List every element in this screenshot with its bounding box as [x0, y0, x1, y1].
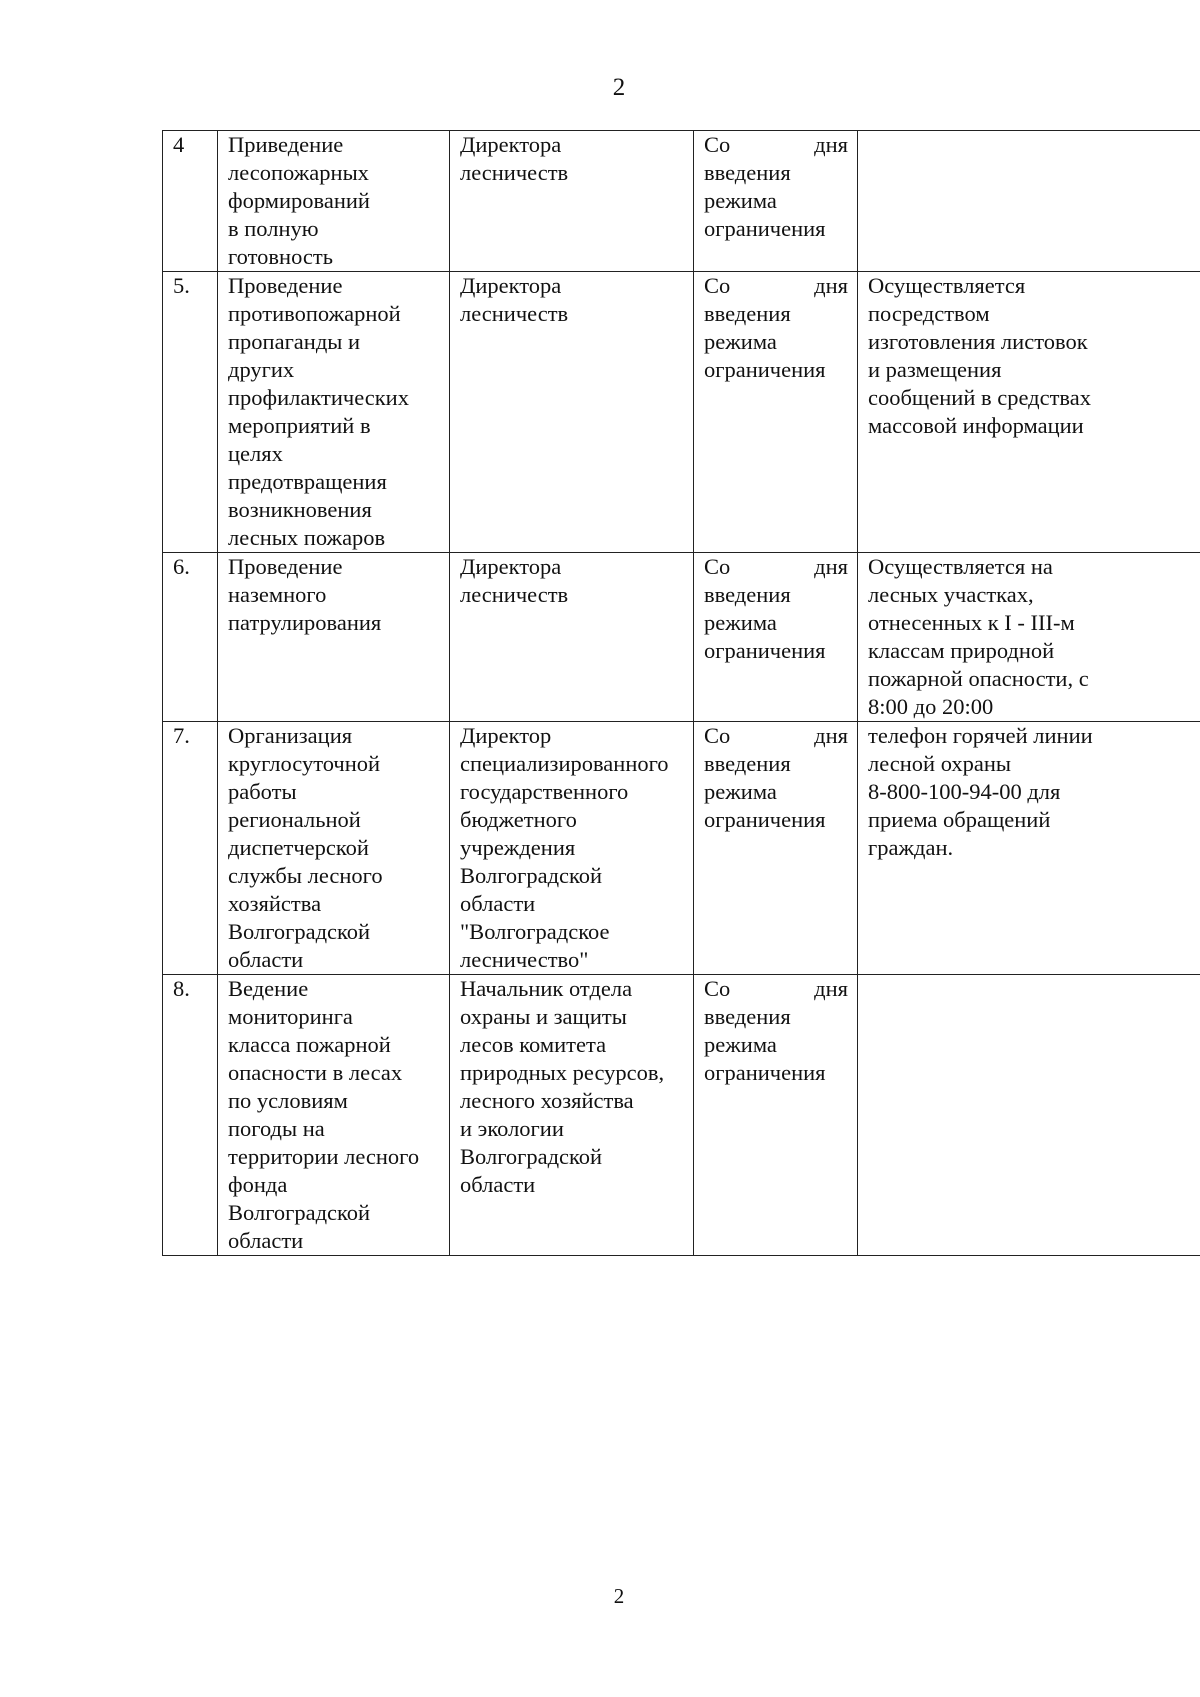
- responsible-cell: [450, 722, 694, 975]
- table-row: [163, 131, 1200, 272]
- event-text: Приведение лесопожарных формирований в полную готовность: [228, 132, 370, 269]
- row-number-cell: [163, 553, 218, 722]
- event-text: Ведение мониторинга класса пожарной опасности в лесах по условиям погоды на территории лесного фонда Волгоградской области: [228, 976, 420, 1253]
- responsible-cell: [450, 131, 694, 272]
- event-cell: [218, 553, 450, 722]
- table-row: [163, 722, 1200, 975]
- row-number: 7.: [173, 723, 190, 748]
- responsible-cell: [450, 553, 694, 722]
- date-first-line: [704, 722, 848, 750]
- date-cell: [694, 553, 858, 722]
- date-text: [704, 272, 848, 384]
- row-number-cell: [163, 975, 218, 1256]
- row-number: 8.: [173, 976, 190, 1001]
- event-text: Проведение противопожарной пропаганды и других профилактических мероприятий в целях предотвращения возникновения лесных пожаров: [228, 273, 409, 550]
- row-number-cell: [163, 722, 218, 975]
- row-number-cell: [163, 131, 218, 272]
- page-number-top: 2: [612, 74, 626, 101]
- date-rest: введения режима ограничения: [704, 301, 826, 382]
- page-number-bottom: 2: [613, 1584, 625, 1608]
- date-rest: введения режима ограничения: [704, 582, 826, 663]
- row-number: 5.: [173, 273, 190, 298]
- date-first-line: [704, 272, 848, 300]
- date-cell: [694, 975, 858, 1256]
- table-row: [163, 975, 1200, 1256]
- note-cell: [858, 131, 1200, 272]
- event-cell: [218, 722, 450, 975]
- row-number: 6.: [173, 554, 190, 579]
- responsible-text: Директора лесничеств: [460, 132, 569, 185]
- note-text: телефон горячей линии лесной охраны 8-800-100-94-00 для приема обращений граждан.: [868, 723, 1093, 860]
- date-word-so: Со: [704, 132, 731, 157]
- measures-table: [162, 130, 1200, 1256]
- date-word-so: Со: [704, 273, 731, 298]
- note-cell: [858, 722, 1200, 975]
- date-word-dnya: дня: [814, 554, 848, 579]
- responsible-text: Директора лесничеств: [460, 554, 569, 607]
- date-word-dnya: дня: [814, 976, 848, 1001]
- date-word-so: Со: [704, 723, 731, 748]
- date-word-dnya: дня: [814, 132, 848, 157]
- row-number: 4: [173, 132, 185, 157]
- date-first-line: [704, 131, 848, 159]
- date-text: [704, 975, 848, 1087]
- event-cell: [218, 272, 450, 553]
- responsible-text: Директора лесничеств: [460, 273, 569, 326]
- date-text: [704, 553, 848, 665]
- note-text: Осуществляется на лесных участках, отнесенных к I - III-м классам природной пожарной опасности, с 8:00 до 20:00: [868, 554, 1089, 719]
- event-cell: [218, 131, 450, 272]
- responsible-cell: [450, 975, 694, 1256]
- responsible-text: Директор специализированного государственного бюджетного учреждения Волгоградской области "Волгоградское лесничество": [460, 723, 669, 972]
- date-word-so: Со: [704, 976, 731, 1001]
- date-rest: введения режима ограничения: [704, 1004, 826, 1085]
- table-row: [163, 553, 1200, 722]
- date-rest: введения режима ограничения: [704, 751, 826, 832]
- event-text: Проведение наземного патрулирования: [228, 554, 382, 635]
- date-cell: [694, 722, 858, 975]
- date-text: [704, 722, 848, 834]
- date-cell: [694, 272, 858, 553]
- date-word-so: Со: [704, 554, 731, 579]
- date-first-line: [704, 553, 848, 581]
- date-word-dnya: дня: [814, 723, 848, 748]
- date-first-line: [704, 975, 848, 1003]
- date-rest: введения режима ограничения: [704, 160, 826, 241]
- row-number-cell: [163, 272, 218, 553]
- event-text: Организация круглосуточной работы региональной диспетчерской службы лесного хозяйства Волгоградской области: [228, 723, 383, 972]
- date-text: [704, 131, 848, 243]
- responsible-cell: [450, 272, 694, 553]
- note-cell: [858, 975, 1200, 1256]
- note-text: Осуществляется посредством изготовления листовок и размещения сообщений в средствах массовой информации: [868, 273, 1092, 438]
- responsible-text: Начальник отдела охраны и защиты лесов комитета природных ресурсов, лесного хозяйства и экологии Волгоградской области: [460, 976, 665, 1197]
- date-cell: [694, 131, 858, 272]
- note-cell: [858, 272, 1200, 553]
- note-cell: [858, 553, 1200, 722]
- event-cell: [218, 975, 450, 1256]
- table-body: [163, 131, 1200, 1256]
- table-row: [163, 272, 1200, 553]
- date-word-dnya: дня: [814, 273, 848, 298]
